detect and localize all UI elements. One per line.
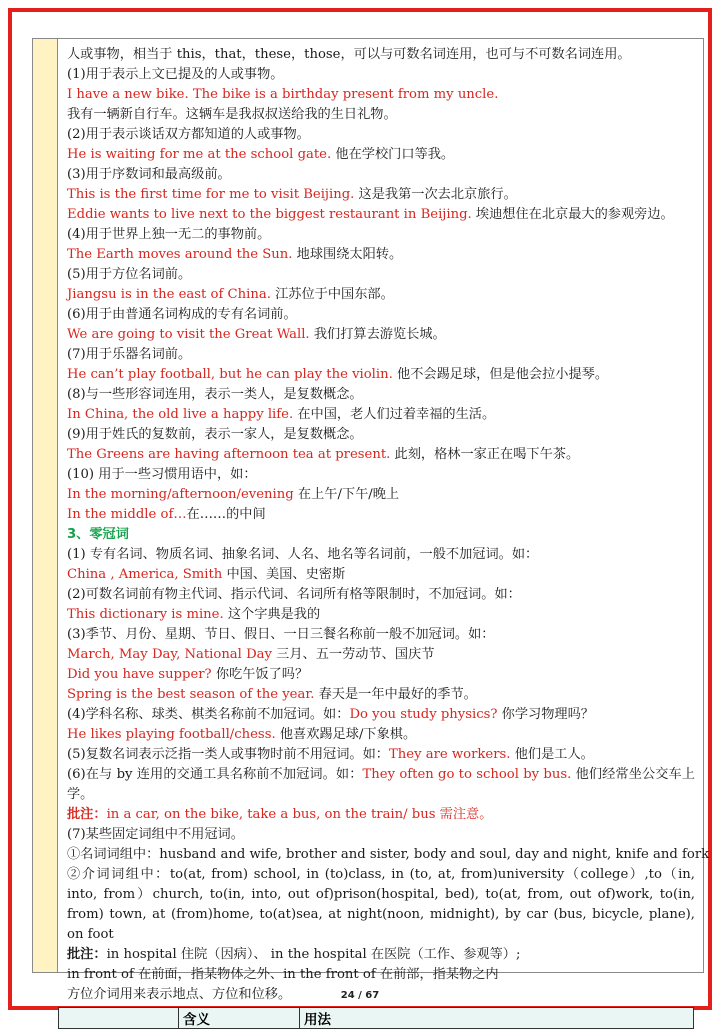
text-span: 江苏位于中国东部。	[270, 287, 394, 302]
text-span: (2)用于表示谈话双方都知道的人或事物。	[67, 127, 310, 142]
text-span: In China, the old live a happy life.	[67, 407, 294, 422]
text-span: Do you study physics?	[349, 707, 498, 722]
text-line	[67, 65, 695, 85]
text-span: Eddie wants to live next to the biggest restaurant in Beijing.	[67, 207, 472, 222]
text-span: This dictionary is mine.	[67, 607, 224, 622]
text-line	[67, 585, 695, 605]
text-span: 在……的中间	[186, 507, 266, 522]
text-span: We are going to visit the Great Wall.	[67, 327, 310, 342]
text-span: They are workers.	[389, 747, 511, 762]
text-span: 他们是工人。	[510, 747, 594, 762]
text-span: 此刻，格林一家正在喝下午茶。	[390, 447, 580, 462]
text-span: (8)与一些形容词连用，表示一类人，是复数概念。	[67, 387, 363, 402]
text-line	[67, 145, 695, 165]
text-line	[67, 605, 695, 625]
text-span: in front of 在前面，指某物体之外、in the front of 在前部，指某物之内	[67, 967, 499, 982]
text-line	[67, 105, 695, 125]
text-span: 他不会踢足球，但是他会拉小提琴。	[392, 367, 609, 382]
text-span: in a car, on the bike, take a bus, on the train/ bus	[106, 807, 436, 822]
text-span: 我们打算去游览长城。	[309, 327, 446, 342]
text-span: Did you have supper?	[67, 667, 212, 682]
text-span: ①名词词组中：husband and wife, brother and sister, body and soul, day and night, knife and fork	[67, 847, 710, 862]
text-line	[67, 165, 695, 185]
text-span: 人或事物，相当于 this，that，these，those，可以与可数名词连用，也可与不可数名词连用。	[67, 47, 631, 62]
text-span: (3)季节、月份、星期、节日、假日、一日三餐名称前一般不加冠词。如：	[67, 627, 495, 642]
text-line	[67, 465, 695, 485]
text-line	[67, 745, 695, 765]
text-line	[67, 305, 695, 325]
text-line	[67, 285, 695, 305]
text-span: In the middle of…	[67, 507, 187, 522]
text-span: 我有一辆新自行车。这辆车是我叔叔送给我的生日礼物。	[67, 107, 397, 122]
table-header-row	[59, 1008, 694, 1029]
text-line	[67, 325, 695, 345]
text-line	[67, 565, 695, 585]
text-span: 他们经常坐公交车上学。	[67, 767, 695, 802]
page-number: 24 / 67	[340, 990, 380, 1001]
text-line	[67, 545, 695, 565]
table-header-blank	[59, 1008, 179, 1029]
text-span: They often go to school by bus.	[362, 767, 572, 782]
text-span: (4)学科名称、球类、棋类名称前不加冠词。如：	[67, 707, 350, 722]
text-span: 埃迪想住在北京最大的参观旁边。	[471, 207, 674, 222]
text-line	[67, 385, 695, 405]
text-span: 地球围绕太阳转。	[292, 247, 403, 262]
text-span: (1)用于表示上文已提及的人或事物。	[67, 67, 284, 82]
text-span: Spring is the best season of the year.	[67, 687, 315, 702]
text-line	[67, 265, 695, 285]
text-span: (7)某些固定词组中不用冠词。	[67, 827, 244, 842]
text-line	[67, 245, 695, 265]
text-span: ②介词词组中：to(at, from) school, in (to)class, in (to, at, from)university（college）,to（in, into, from）church, to(in, into, out of)prison(hospital, bed), to(at, from, out of)work, to(in, from) town, at (from)home, to(at)sea, at night(noon, midnight), by car (bus, bicycle, plane), on foot	[67, 867, 695, 942]
text-span: (5)复数名词表示泛指一类人或事物时前不用冠词。如：	[67, 747, 389, 762]
text-span: 你吃午饭了吗？	[211, 667, 309, 682]
table-header-usage: 用法	[300, 1008, 694, 1029]
text-line	[67, 945, 695, 965]
bottom-table	[58, 1007, 694, 1029]
text-line	[67, 45, 695, 65]
text-span: 你学习物理吗？	[497, 707, 594, 722]
text-span: (3)用于序数词和最高级前。	[67, 167, 231, 182]
text-line	[67, 205, 695, 225]
text-span: (7)用于乐器名词前。	[67, 347, 192, 362]
text-span: This is the first time for me to visit Beijing.	[67, 187, 355, 202]
text-line	[67, 485, 695, 505]
text-lines	[67, 45, 710, 1005]
text-span: 他喜欢踢足球/下象棋。	[275, 727, 417, 742]
text-span: (10) 用于一些习惯用语中，如：	[67, 467, 257, 482]
text-line	[67, 665, 695, 685]
text-span: 3、零冠词	[67, 527, 129, 542]
text-span: (6)在与 by 连用的交通工具名称前不加冠词。如：	[67, 767, 363, 782]
text-line	[67, 445, 695, 465]
text-line	[67, 185, 695, 205]
text-span: (4)用于世界上独一无二的事物前。	[67, 227, 271, 242]
text-span: 中国、美国、史密斯	[222, 567, 346, 582]
table-header-meaning: 含义	[179, 1008, 300, 1029]
text-span: (5)用于方位名词前。	[67, 267, 192, 282]
text-span: 他在学校门口等我。	[331, 147, 455, 162]
text-line	[67, 645, 695, 665]
text-span: 在中国，老人们过着幸福的生活。	[293, 407, 496, 422]
text-line	[67, 425, 695, 445]
text-line	[67, 865, 695, 945]
text-span: The Greens are having afternoon tea at present.	[67, 447, 391, 462]
text-span: Jiangsu is in the east of China.	[67, 287, 271, 302]
text-line	[67, 825, 695, 845]
text-line	[67, 405, 695, 425]
text-span: 在上午/下午/晚上	[293, 487, 400, 502]
text-line	[67, 345, 695, 365]
text-span: in hospital 住院（因病）、 in the hospital 在医院（工作、参观等）;	[106, 947, 521, 962]
text-span: (1) 专有名词、物质名词、抽象名词、人名、地名等名词前，一般不加冠词。如：	[67, 547, 539, 562]
text-line	[67, 705, 695, 725]
document-page	[8, 8, 712, 1028]
text-span: He likes playing football/chess.	[67, 727, 276, 742]
text-line	[67, 845, 710, 865]
text-line	[67, 965, 695, 985]
text-span: I have a new bike. The bike is a birthday present from my uncle.	[67, 87, 499, 102]
text-line	[67, 685, 695, 705]
text-line	[67, 225, 695, 245]
text-span: China , America, Smith	[67, 567, 223, 582]
text-line	[67, 765, 695, 805]
text-span: March, May Day, National Day	[67, 647, 272, 662]
text-line	[67, 365, 695, 385]
sidebar-column	[32, 38, 58, 973]
text-span: 这是我第一次去北京旅行。	[354, 187, 517, 202]
text-line	[67, 125, 695, 145]
text-span: The Earth moves around the Sun.	[67, 247, 293, 262]
text-line	[67, 805, 695, 825]
text-span: 批注：	[67, 947, 107, 962]
text-span: 春天是一年中最好的季节。	[314, 687, 477, 702]
text-span: In the morning/afternoon/evening	[67, 487, 294, 502]
text-span: 方位介词用来表示地点、方位和位移。	[67, 987, 292, 1002]
text-line	[67, 85, 695, 105]
text-line	[67, 625, 695, 645]
text-span: (2)可数名词前有物主代词、指示代词、名词所有格等限制时，不加冠词。如：	[67, 587, 521, 602]
text-line	[67, 525, 695, 545]
text-span: He is waiting for me at the school gate.	[67, 147, 332, 162]
text-span: 这个字典是我的	[223, 607, 321, 622]
text-line	[67, 725, 695, 745]
text-span: He can’t play football, but he can play the violin.	[67, 367, 393, 382]
text-span: 需注意。	[435, 807, 493, 822]
text-span: 批注：	[67, 807, 107, 822]
text-line	[67, 505, 695, 525]
text-span: (6)用于由普通名词构成的专有名词前。	[67, 307, 297, 322]
text-span: 三月、五一劳动节、国庆节	[271, 647, 435, 662]
text-span: (9)用于姓氏的复数前，表示一家人，是复数概念。	[67, 427, 363, 442]
